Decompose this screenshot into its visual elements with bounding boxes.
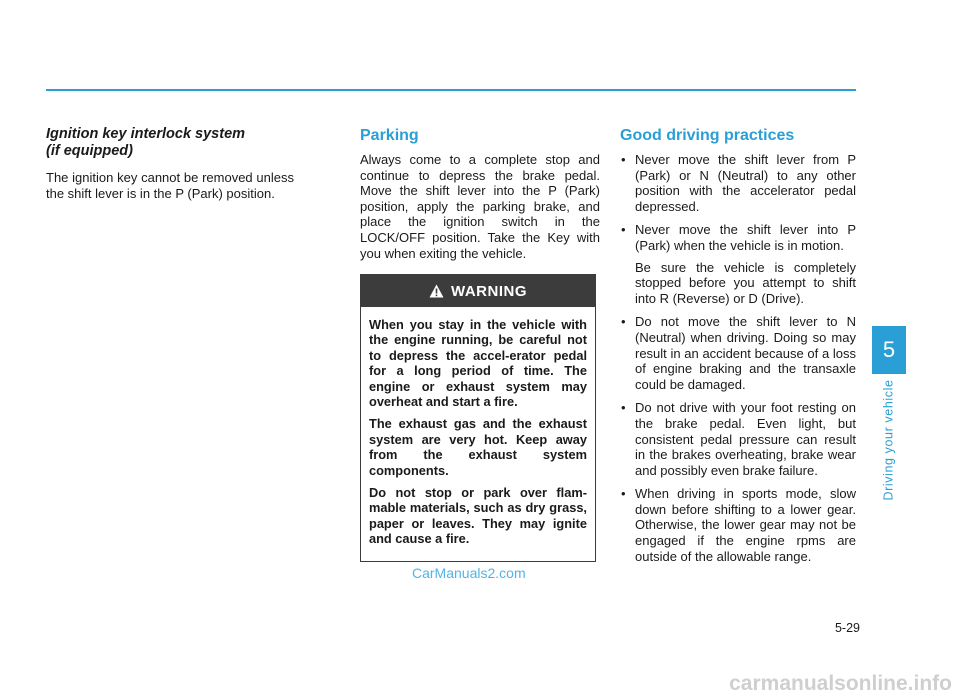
list-item-note: Be sure the vehicle is completely stopped before you attempt to shift into R (Reverse) or D (Drive). — [635, 259, 856, 306]
chapter-number: 5 — [882, 337, 896, 362]
warning-paragraph: When you stay in the vehicle with the engine running, be careful not to depress the accel-erator pedal for a long period of time. The engine or exhaust system may overheat and start a fire. — [369, 317, 587, 410]
ignition-interlock-section — [46, 126, 294, 211]
bullet: • — [621, 486, 626, 502]
parking-section — [360, 126, 600, 271]
good-driving-heading: Good driving practices — [620, 127, 795, 144]
list-item-text: Never move the shift lever from P (Park) or N (Neutral) to any other position with the accelerator pedal depressed. — [635, 152, 856, 214]
page-number: 5-29 — [834, 621, 860, 635]
warning-header — [361, 275, 595, 307]
bullet: • — [621, 152, 626, 167]
ignition-interlock-heading — [46, 126, 294, 160]
carmanuals-watermark: CarManuals2.com — [412, 565, 526, 581]
list-item-text: Never move the shift lever into P (Park) when the vehicle is in motion. — [635, 222, 856, 253]
list-item-text: Do not move the shift lever to N (Neutral) when driving. Doing so may result in an accident because of a loss of engine braking and the transaxle could be damaged. — [635, 314, 856, 392]
warning-paragraph: The exhaust gas and the exhaust system are very hot. Keep away from the exhaust system components. — [369, 416, 587, 478]
list-item — [620, 314, 856, 392]
warning-label: WARNING — [451, 282, 527, 300]
site-watermark: carmanualsonline.info — [729, 672, 952, 695]
good-driving-section — [620, 126, 856, 572]
parking-heading: Parking — [360, 127, 419, 144]
chapter-title-vertical — [879, 380, 899, 500]
bullet: • — [621, 400, 626, 416]
warning-triangle-icon — [429, 284, 444, 298]
warning-box — [360, 274, 596, 562]
bullet: • — [621, 314, 626, 330]
chapter-title: Driving your vehicle — [882, 379, 897, 501]
top-rule — [46, 89, 856, 91]
warning-paragraph: Do not stop or park over flam-mable materials, such as dry grass, paper or leaves. They may ignite and cause a fire. — [369, 485, 587, 547]
bullet: • — [621, 222, 626, 238]
list-item — [620, 400, 856, 478]
list-item — [620, 222, 856, 306]
list-item-text: When driving in sports mode, slow down before shifting to a lower gear. Otherwise, the lower gear may not be engaged if the engine rpms are outside of the allowable range. — [635, 486, 856, 564]
list-item-text: Do not drive with your foot resting on the brake pedal. Even light, but consistent pedal pressure can result in the brakes overheating, brake wear and possibly even brake failure. — [635, 400, 856, 478]
parking-text: Always come to a complete stop and continue to depress the brake pedal. Move the shift lever into the P (Park) position, apply the parking brake, and place the ignition switch in the LOCK/OFF position. Take the Key with you when exiting the vehicle. — [360, 152, 600, 261]
good-driving-list — [620, 152, 856, 564]
chapter-number-tab — [872, 326, 906, 374]
ignition-interlock-subtitle: (if equipped) — [46, 143, 133, 159]
warning-body — [361, 307, 595, 547]
list-item — [620, 486, 856, 564]
list-item — [620, 152, 856, 214]
ignition-interlock-title: Ignition key interlock system — [46, 126, 246, 142]
ignition-interlock-text: The ignition key cannot be removed unless the shift lever is in the P (Park) position. — [46, 170, 294, 201]
